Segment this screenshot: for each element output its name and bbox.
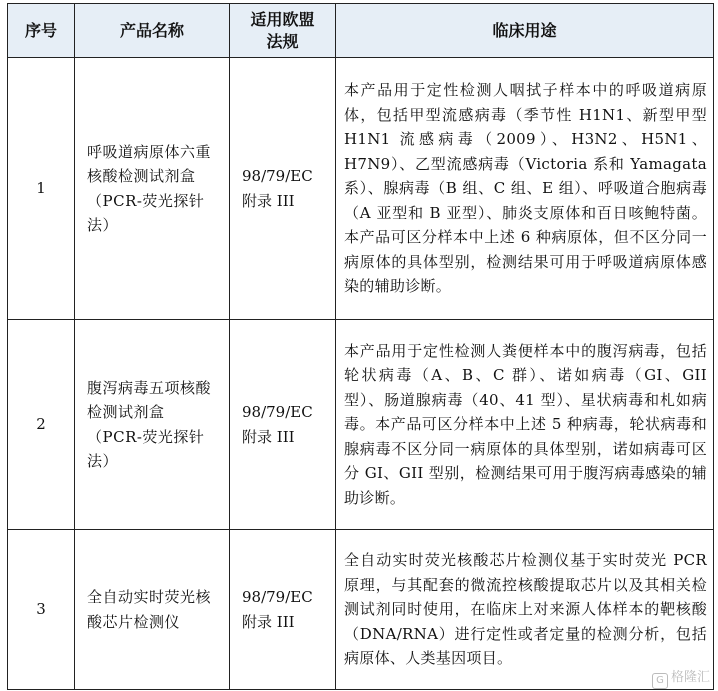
row-number: 1 [8,58,75,320]
table-row [8,530,714,690]
clinical-use: 本产品用于定性检测人粪便样本中的腹泻病毒，包括轮状病毒（A、B、C 群）、诺如病毒（GI、GII 型）、肠道腺病毒（40、41 型）、星状病毒和札如病毒。本产品可区分样本中上述 5 种病毒，轮状病毒和腺病毒不区分同一病原体的具体型别，诺如病毒可区分 GI、GII 型别，检测结果可用于腹泻病毒感染的辅助诊断。 [336,320,714,530]
clinical-use: 本产品用于定性检测人咽拭子样本中的呼吸道病原体，包括甲型流感病毒（季节性 H1N1、新型甲型 H1N1 流感病毒（2009）、H3N2、H5N1、H7N9）、乙型流感病毒（Victoria 系和 Yamagata 系）、腺病毒（B 组、C 组、E 组）、呼吸道合胞病毒（A 亚型和 B 亚型）、肺炎支原体和百日咳鲍特菌。本产品可区分样本中上述 6 种病原体，但不区分同一病原体的具体型别，检测结果可用于呼吸道病原体感染的辅助诊断。 [336,58,714,320]
header-row [8,4,714,58]
header-product-name: 产品名称 [75,4,230,58]
eu-regulation: 98/79/EC 附录 III [230,320,336,530]
eu-regulation: 98/79/EC 附录 III [230,58,336,320]
row-number: 3 [8,530,75,690]
watermark [652,666,710,689]
row-number: 2 [8,320,75,530]
product-name: 腹泻病毒五项核酸检测试剂盒（PCR-荧光探针法） [75,320,230,530]
header-seq: 序号 [8,4,75,58]
clinical-use: 全自动实时荧光核酸芯片检测仪基于实时荧光 PCR 原理，与其配套的微流控核酸提取芯片以及其相关检测试剂同时使用，在临床上对来源人体样本的靶核酸（DNA/RNA）进行定性或者定量的检测分析，包括病原体、人类基因项目。 [336,530,714,690]
watermark-logo-icon: G [652,673,668,689]
header-clinical-use: 临床用途 [336,4,714,58]
eu-regulation: 98/79/EC 附录 III [230,530,336,690]
table-row [8,320,714,530]
header-eu-regulation: 适用欧盟 法规 [230,4,336,58]
product-name: 呼吸道病原体六重核酸检测试剂盒（PCR-荧光探针法） [75,58,230,320]
watermark-text: 格隆汇 [670,670,710,685]
product-name: 全自动实时荧光核酸芯片检测仪 [75,530,230,690]
table-row [8,58,714,320]
product-table [7,3,714,690]
